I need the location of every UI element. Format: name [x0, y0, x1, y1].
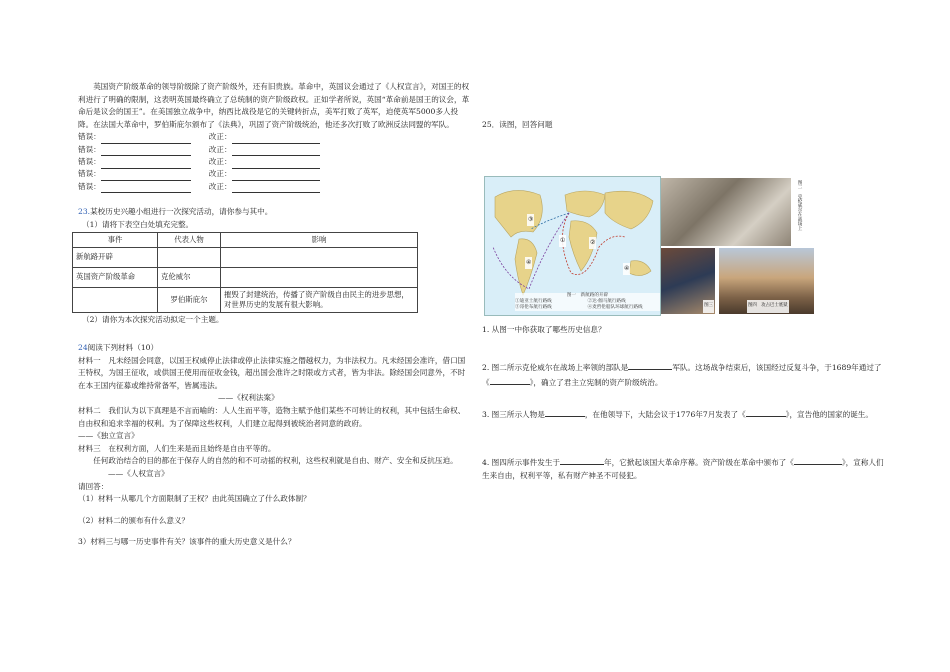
figure-4-caption: 图四 攻占巴士底狱	[747, 300, 789, 313]
error-fix-row	[78, 156, 470, 168]
fix-blank[interactable]	[232, 159, 320, 169]
table-cell: 摧毁了封建统治，传播了资产阶级自由民主的进步思想，对世界历史的发展有很大影响。	[221, 287, 418, 312]
question-25-figure	[484, 176, 814, 314]
fix-label: 改正：	[208, 156, 232, 166]
question-23-sub1: （1）请将下表空白处填充完整。	[82, 219, 194, 229]
table-cell: 英国资产阶级革命	[73, 267, 158, 287]
error-label: 错误：	[78, 156, 101, 166]
map-label: ④	[623, 263, 630, 276]
question-25-4: 4. 图四所示事件发生于 年，它掀起该国大革命序幕。资产阶级在革命中颁布了《 》，宣称人们生来自由，权利平等，私有财产神圣不可侵犯。	[482, 455, 884, 482]
map-label: ①	[559, 235, 566, 248]
answer-blank[interactable]	[746, 407, 786, 417]
right-column	[482, 119, 884, 482]
error-fix-row	[78, 144, 470, 156]
answer-blank[interactable]	[490, 375, 530, 385]
question-number: 23.	[78, 207, 91, 217]
material-3a: 材料三 在权利方面，人们生来是而且始终是自由平等的。	[78, 443, 276, 453]
table-header: 影响	[221, 232, 418, 247]
question-24-3: 3）材料三与哪一历史事件有关？该事件的重大历史意义是什么？	[78, 537, 296, 547]
question-24-2: （2）材料二的颁布有什么意义？	[78, 515, 190, 525]
error-blank[interactable]	[101, 183, 191, 193]
bastille-image	[719, 248, 814, 314]
table-cell-blank[interactable]	[73, 287, 158, 312]
error-blank[interactable]	[101, 159, 191, 169]
answer-blank[interactable]	[560, 455, 604, 465]
question-23-title: 23.某校历史兴趣小组进行一次探究活动，请你参与其中。	[78, 207, 273, 217]
map-legend	[515, 293, 660, 311]
question-number: 24	[78, 343, 88, 353]
error-blank[interactable]	[101, 171, 191, 181]
table-cell-blank[interactable]	[158, 247, 221, 267]
legend-item: ②达·伽马航行路线	[587, 298, 626, 304]
error-label: 错误：	[78, 181, 101, 191]
map-label: ③	[527, 214, 534, 227]
answer-blank[interactable]	[545, 407, 585, 417]
fix-label: 改正：	[208, 144, 232, 154]
material-3-source: ——《人权宣言》	[108, 469, 169, 479]
error-fix-row	[78, 181, 470, 193]
map-label: ②	[589, 237, 596, 250]
left-column	[78, 81, 470, 549]
fix-blank[interactable]	[232, 171, 320, 181]
error-fix-row	[78, 169, 470, 181]
table-row	[73, 287, 418, 312]
question-25-3: 3. 图三所示人物是 ，在他领导下，大陆会议于1776年7月发表了《 》，宣告他的国家的诞生。	[482, 407, 884, 422]
table-cell: 罗伯斯庇尔	[158, 287, 221, 312]
error-blank[interactable]	[101, 134, 191, 144]
question-24-1: （1）材料一从哪几个方面限制了王权？由此英国确立了什么政体制？	[78, 494, 311, 504]
legend-item: ④麦哲伦船队环球航行路线	[587, 304, 643, 310]
washington-image	[661, 248, 715, 314]
error-label: 错误：	[78, 132, 101, 142]
question-23-sub2: （2）请你为本次探究活动拟定一个主题。	[82, 314, 224, 324]
table-cell-blank[interactable]	[221, 247, 418, 267]
fix-label: 改正：	[208, 169, 232, 179]
question-25-1: 1. 从图一中你获取了哪些历史信息？	[482, 324, 606, 334]
fix-label: 改正：	[208, 181, 232, 191]
error-blank[interactable]	[101, 146, 191, 156]
answer-blank[interactable]	[794, 455, 842, 465]
question-25-2: 2. 图二所示克伦威尔在战场上率领的部队是 军队。这场战争结束后，该国经过反复斗争，于1689年通过了《 》，确立了君主立宪制的资产阶级统治。	[482, 360, 884, 389]
table-cell: 新航路开辟	[73, 247, 158, 267]
fix-label: 改正：	[208, 132, 232, 142]
question-25-title: 25．读图，回答问题	[482, 120, 553, 129]
figure-2-caption: 图二 克伦威尔在战场上	[797, 179, 802, 231]
map-label: ④	[525, 257, 532, 270]
fix-blank[interactable]	[232, 183, 320, 193]
error-label: 错误：	[78, 169, 101, 179]
error-fix-lines	[78, 131, 470, 193]
table-cell-blank[interactable]	[221, 267, 418, 287]
legend-item: ③哥伦布航行路线	[515, 304, 552, 310]
fix-blank[interactable]	[232, 134, 320, 144]
map-legend-title: 图一 新航路的开辟	[566, 292, 609, 298]
material-2: 材料二 我们认为以下真理是不言而喻的：人人生而平等，造物主赋予他们某些不可转让的权利，其中包括生命权、自由权和追求幸福的权利。为了保障这些权利，人们建立起得到被统治者同意的政府。	[78, 406, 466, 428]
inquiry-table	[72, 232, 418, 313]
material-1-source: ——《权利法案》	[218, 393, 279, 403]
figure-3-caption: 图三	[703, 300, 714, 313]
material-3b: 任何政治结合的目的都在于保存人的自然的和不可动摇的权利，这些权利就是自由、财产、安全和反抗压迫。——《人权宣言》	[93, 456, 458, 479]
error-label: 错误：	[78, 144, 101, 154]
table-header: 事件	[73, 232, 158, 247]
table-header: 代表人物	[158, 232, 221, 247]
question-24-title: 24阅读下列材料（10）	[78, 343, 159, 353]
table-header-row	[73, 232, 418, 247]
material-2-source: ——《独立宣言》	[78, 431, 139, 441]
legend-item: ①迪亚士航行路线	[515, 298, 552, 304]
answer-prompt: 请回答：	[78, 481, 109, 491]
answer-blank[interactable]	[628, 360, 672, 370]
table-cell: 克伦威尔	[158, 267, 221, 287]
cromwell-battle-image	[661, 178, 791, 246]
new-route-map	[484, 176, 661, 316]
error-correction-passage: 英国资产阶级革命的领导阶级除了资产阶级外，还有旧贵族。革命中，英国议会通过了《人权宣言》，对国王的权利进行了明确的限制，这表明英国最终确立了总统制的资产阶级政权。正如学者所说，英国“革命前是国王的议会，革命后是议会的国王”。在美国独立战争中，纳西比战役是它的关键转折点，美军打败了英军，迫使英军5000多人投降。在法国大革命中，罗伯斯庇尔颁布了《法典》，巩固了资产阶级统治，他还多次打败了欧洲反法同盟的军队。	[78, 82, 470, 129]
map-legend-items	[515, 299, 660, 311]
table-row	[73, 247, 418, 267]
error-fix-row	[78, 131, 470, 143]
material-1: 材料一 凡未经国会同意，以国王权威停止法律或停止法律实施之僭越权力，为非法权力。凡未经国会准许，借口国王特权，为国王征收，或供国王使用而征收金钱，超出国会准许之时限或方式者，皆为非法。除经国会同意外，不时在本王国内征募或维持常备军，皆属违法。	[78, 355, 466, 390]
fix-blank[interactable]	[232, 146, 320, 156]
table-row	[73, 267, 418, 287]
